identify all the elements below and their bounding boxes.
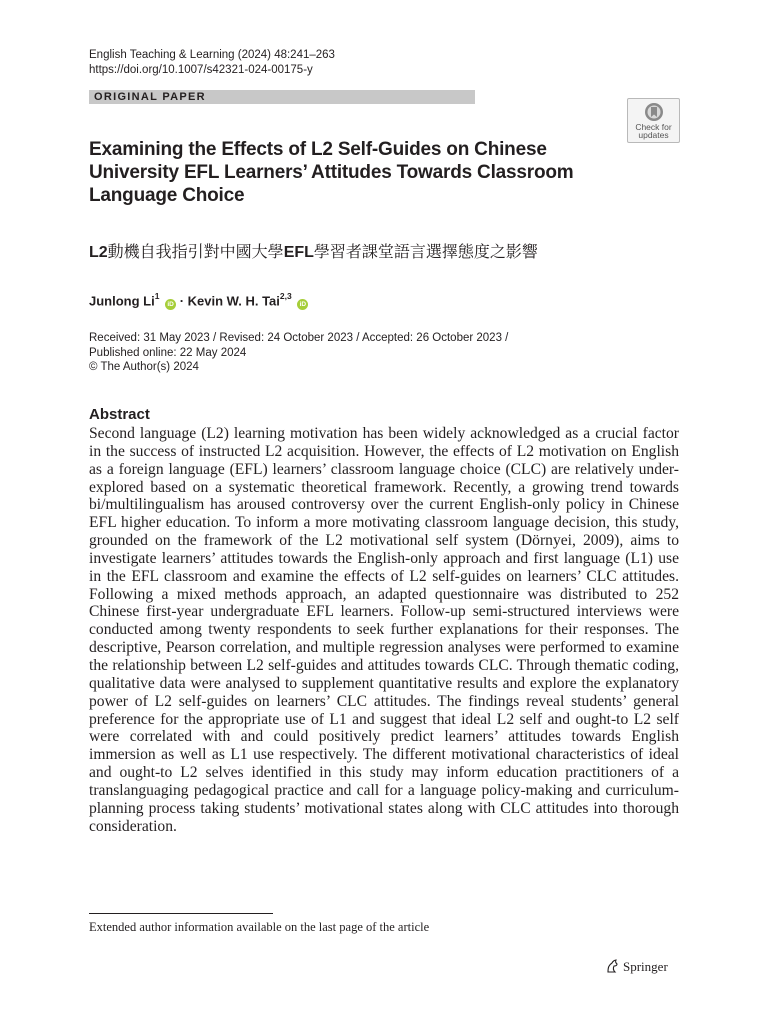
orcid-icon[interactable]: iD xyxy=(297,299,308,310)
chinese-title-part2: 動機自我指引對中國大學 xyxy=(107,244,284,261)
check-badge-line2: updates xyxy=(638,130,669,140)
dates-line-1: Received: 31 May 2023 / Revised: 24 October 2023 / Accepted: 26 October 2023 / xyxy=(89,332,509,344)
check-for-updates-badge[interactable] xyxy=(627,98,680,143)
author-name-1[interactable]: Junlong Li xyxy=(89,293,155,309)
check-badge-line1: Check for xyxy=(635,122,672,132)
bookmark-check-icon xyxy=(644,102,664,122)
orcid-icon[interactable]: iD xyxy=(165,299,176,310)
abstract-heading: Abstract xyxy=(89,406,150,423)
dates-line-2: Published online: 22 May 2024 xyxy=(89,346,247,359)
author-name-2[interactable]: Kevin W. H. Tai xyxy=(187,293,280,309)
publisher-logo xyxy=(604,958,668,976)
author-separator: · xyxy=(179,293,185,309)
footnote-text: Extended author information available on the last page of the article xyxy=(89,920,430,934)
journal-citation: English Teaching & Learning (2024) 48:241–263 xyxy=(89,49,335,61)
chinese-title-part4: 學習者課堂語言選擇態度之影響 xyxy=(313,244,538,261)
chinese-title-part1: L2 xyxy=(89,244,108,261)
publisher-name: Springer xyxy=(623,959,668,974)
doi-link[interactable]: https://doi.org/10.1007/s42321-024-00175-y xyxy=(89,64,313,76)
footnote-divider xyxy=(89,913,273,914)
copyright-line: © The Author(s) 2024 xyxy=(89,361,199,373)
publication-dates xyxy=(89,331,649,375)
chinese-title-part3: EFL xyxy=(283,244,314,261)
springer-horse-icon xyxy=(604,958,620,974)
article-type-label: ORIGINAL PAPER xyxy=(94,91,206,103)
abstract-body: Second language (L2) learning motivation has been widely acknowledged as a crucial factor in the success of instructed L2 acquisition. However, the effects of L2 motivation on English as a foreign language (EFL) learners’ classroom language choice (CLC) are relatively under-explored based on a systematic theoretical framework. Recently, a growing trend towards bi/multilingualism has aroused controversy over the current English-only policy in Chinese EFL higher education. To inform a more motivating classroom language decision, this study, grounded on the framework of the L2 motivational self system (Dörnyei, 2009), aims to investigate learners’ attitudes towards the English-only approach and first language (L1) use in the EFL classroom and examine the effects of L2 self-guides on learners’ CLC attitudes. Following a mixed methods approach, an adapted questionnaire was distributed to 252 Chinese first-year undergraduate EFL learners. Follow-up semi-structured interviews were conducted among twenty respondents to seek further explanations for their responses. The descriptive, Pearson correlation, and multiple regression analyses were performed to examine the relationship between L2 self-guides and attitudes towards CLC. Through thematic coding, qualitative data were analysed to supplement quantitative results and explore the explanatory power of L2 self-guides on learners’ CLC attitudes. The findings reveal students’ general preference for the appropriate use of L1 and suggest that ideal L2 self and ought-to L2 self were correlated with and could positively predict learners’ attitudes towards English immersion as well as L1 use respectively. The different motivational characteristics of ideal and ought-to L2 selves identified in this study may inform education practitioners of a translanguaging pedagogical practice and call for a language policy-making and curriculum-planning process taking students’ motivational states along with CLC attitudes into thorough consideration. xyxy=(89,425,679,835)
article-title: Examining the Effects of L2 Self-Guides on Chinese University EFL Learners’ Attitudes Towards Classroom Language Choice xyxy=(89,139,574,206)
author-affiliation-2: 2,3 xyxy=(279,291,292,301)
chinese-title xyxy=(89,242,649,264)
author-list xyxy=(89,288,308,310)
author-affiliation-1: 1 xyxy=(154,291,160,301)
